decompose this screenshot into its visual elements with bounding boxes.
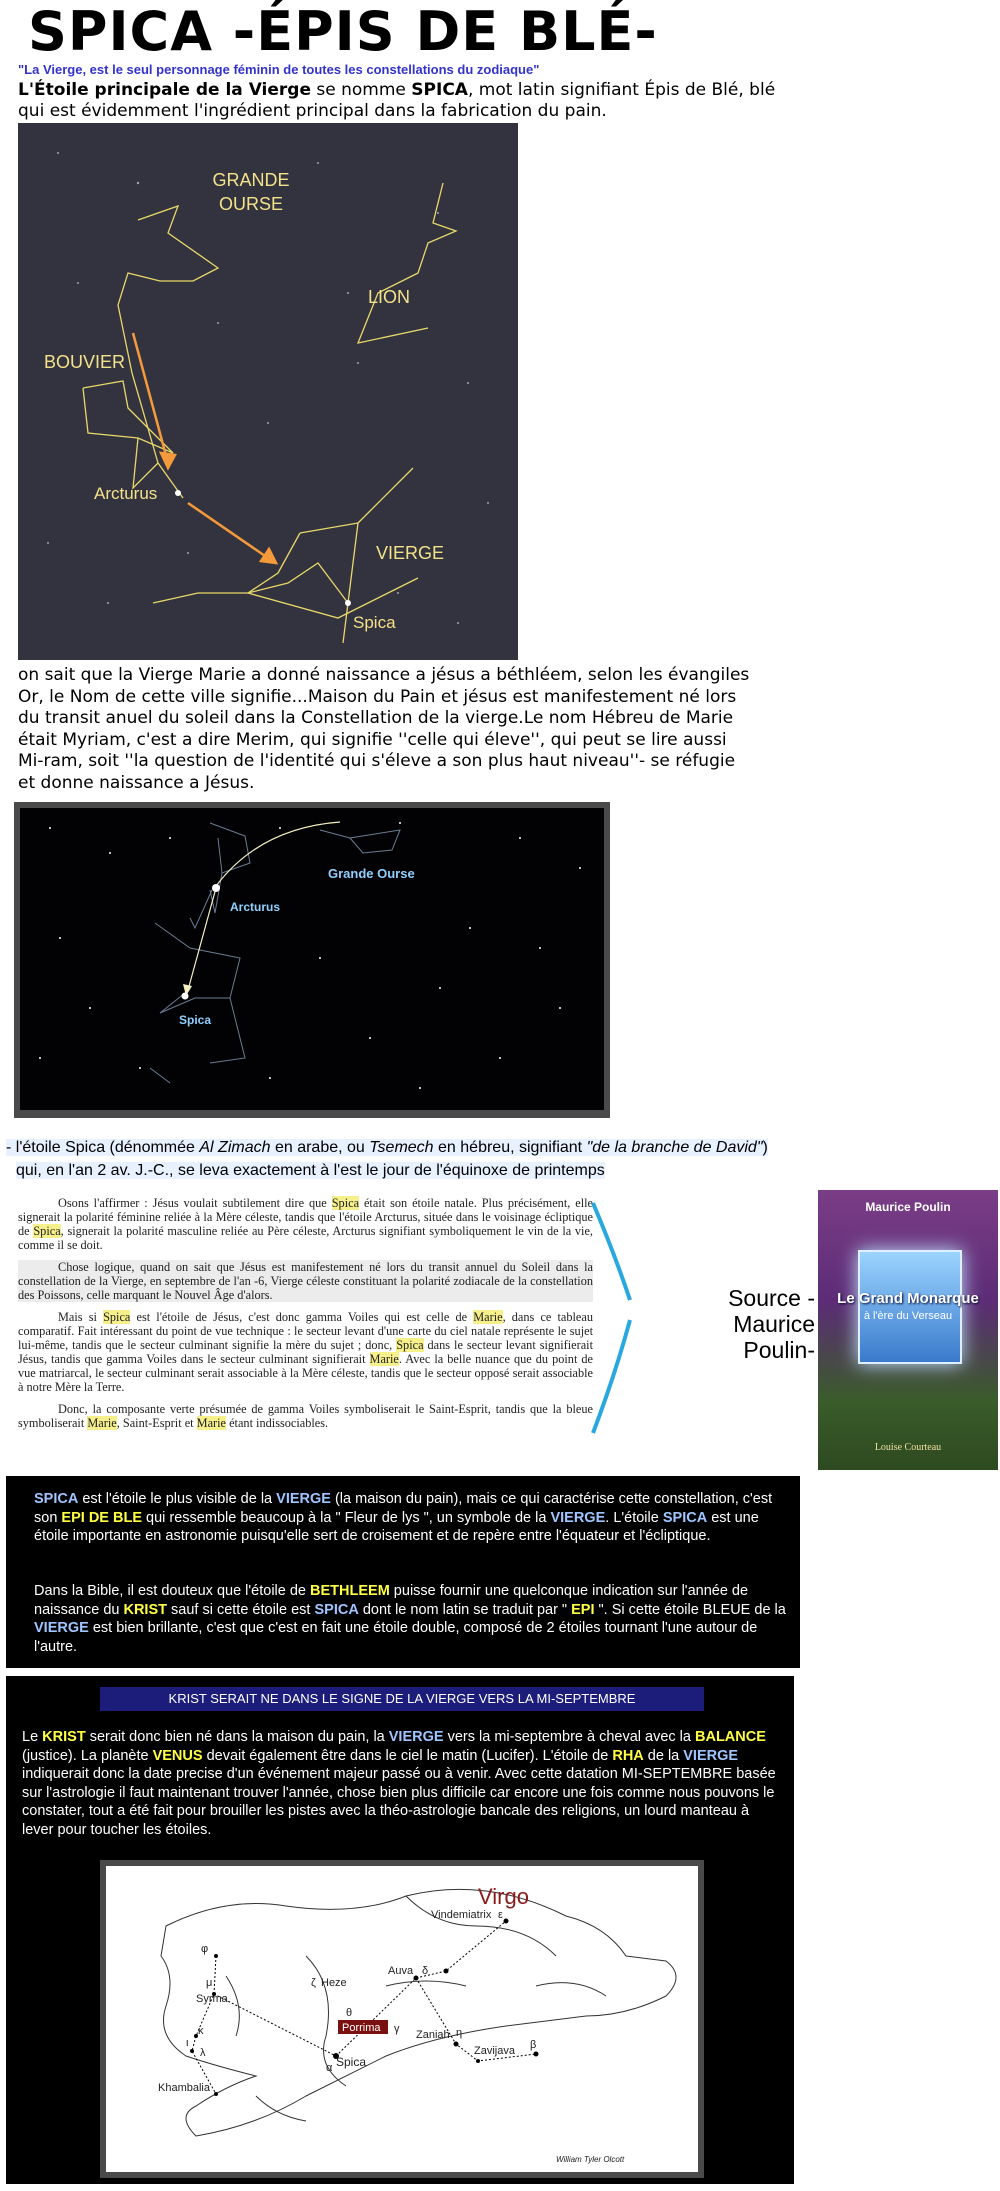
txt: devait également être dans le ciel le matin (Lucifer). L'étoile de [202,1747,613,1764]
label-bouvier: BOUVIER [44,352,126,372]
spica-note-text: - l'étoile Spica (dénommée [6,1139,200,1156]
virgo-constellation-image [100,1860,704,2178]
excerpt-text: . Avec la belle nuance que du point de vue matriarcal, le secteur culminant serait associable à la Mère céleste, tandis que le secteur opposé serait associable à notre Mère la Terre. [18,1352,593,1394]
star-map-image [14,802,610,1118]
excerpt-text: Mais si [58,1310,104,1324]
para2-line: du transit anuel du soleil dans la Constellation de la vierge.Le nom Hébreu de Marie [18,708,734,728]
label-zavijava: Zavijava [474,2045,515,2057]
excerpt-highlight: Spica [33,1224,61,1238]
label-theta: θ [346,2007,353,2019]
spica-note-meaning: "de la branche de David" [586,1139,763,1156]
source-line-1: Source - Maurice [728,1285,815,1337]
txt: (la maison du pain), mais ce qui caractérise cette constellation, c'est son [34,1491,773,1526]
txt: sauf si cette étoile est [166,1601,315,1618]
txt: puisse fournir une quelconque indication sur l'année de naissance du [34,1583,749,1618]
label-spica: Spica [353,613,396,632]
constellation-map-image [18,123,518,660]
kw: EPI [571,1601,595,1618]
txt: est une étoile importante en astronomie puisqu'elle sert de croisement et de repère entre l'équateur et l'écliptique. [34,1509,759,1544]
intro-text-2: , mot latin signifiant Épis de Blé, blé qui est évidemment l'ingrédient principal dans la fabrication du pain. [18,80,776,121]
virgo-drawing [106,1866,698,2172]
label-kappa: κ [198,2025,204,2037]
book-publisher: Louise Courteau [874,1442,942,1453]
label-gamma: γ [394,2023,400,2035]
excerpt-text: , Saint-Esprit et [116,1416,197,1430]
intro-text-1: se nomme [311,80,412,100]
spica-note-text: en arabe, ou [270,1139,370,1156]
txt: ". Si cette étoile BLEUE de la [594,1601,786,1618]
txt: dont le nom latin se traduit par " [358,1601,572,1618]
excerpt-paragraph-1 [18,1196,593,1252]
subtitle-quote: "La Vierge, est le seul personnage féminin de toutes les constellations du zodiaque" [18,62,540,77]
kw: KRIST [42,1729,86,1745]
book-title: Le Grand Monarque [837,1290,979,1307]
label-arcturus: Arcturus [94,484,158,503]
label-auva: Auva [388,1965,414,1977]
spica-note-text: ) [762,1139,768,1156]
txt: (justice). La planète [22,1747,153,1764]
label-ourse: OURSE [218,194,284,214]
kw: SPICA [34,1491,79,1507]
para2-line: Or, le Nom de cette ville signifie...Maison du Pain et jésus est manifestement né lors [18,686,737,707]
excerpt-text: était son étoile natale. Plus précisément, elle signerait la polarité féminine reliée à la Mère céleste, tandis que l'étoile Arcturus, située dans le voisinage écliptique de [18,1196,593,1238]
virgo-title: Virgo [478,1884,529,1909]
label-grande: GRANDE [212,170,290,190]
para2-line: était Myriam, c'est a dire Merim, qui signifie ''celle qui éleve'', qui peut se lire aussi [18,729,727,750]
intro-paragraph [18,80,798,122]
txt: serait donc bien né dans la maison du pain, la [85,1729,389,1745]
kw: KRIST [123,1601,167,1618]
info-box-paragraph-2 [34,1582,794,1656]
kw: SPICA [662,1509,708,1526]
spica-note-line-1 [6,1139,768,1156]
kw: SPICA [314,1601,359,1618]
kw: EPI DE BLE [61,1509,142,1526]
txt: est bien brillante, c'est que c'est en fait une étoile double, composé de 2 étoiles tournant l'une autour de l'autre. [34,1620,758,1655]
label-syrma: Syrma [196,1993,228,2005]
kw: VIERGE [550,1509,606,1526]
label-iota: ι [186,2037,189,2049]
kw: VIERGE [34,1620,89,1636]
excerpt-highlight: Marie [473,1310,503,1324]
book-excerpt-scan [18,1196,593,1466]
label-eta: η [456,2027,463,2039]
excerpt-highlight: Marie [369,1352,399,1366]
label-lambda: λ [200,2047,206,2059]
kw: VIERGE [388,1729,444,1745]
book-cover-image [818,1190,998,1470]
excerpt-paragraph-4 [18,1402,593,1430]
txt: est l'étoile le plus visible de la [78,1491,277,1507]
excerpt-highlight: Marie [87,1416,117,1430]
book-author: Maurice Poulin [865,1200,951,1214]
label-zeta: ζ [311,1977,316,1989]
label-phi: φ [201,1943,209,1955]
para2-line: et donne naissance a Jésus. [18,772,255,793]
info-box-2-paragraph [22,1728,784,1839]
label-vindemiatrix: Vindemiatrix [431,1909,492,1921]
book-cover-art [858,1250,962,1364]
source-caption [640,1285,815,1363]
excerpt-highlight: Spica [331,1196,360,1210]
excerpt-text: , signerait la polarité masculine reliée au Père céleste, Arcturus signifiant symboliquement le vin de la vie, comme il se doit. [18,1224,593,1252]
excerpt-text: Osons l'affirmer : Jésus voulait subtilement dire que [58,1196,332,1210]
label-vierge: VIERGE [376,543,445,563]
label-epsilon: ε [498,1909,503,1921]
txt: . L'étoile [605,1509,663,1526]
brace-connector [585,1195,645,1440]
txt: indiquerait donc la date precise d'un événement majeur passé ou à venir. Avec cette datation MI-SEPTEMBRE basée sur l'astrologie il faut maintenant trouver l'année, chose bien plus difficile car encore une fois comme nous pouvons le constater, tout a été fait pour brouiller les pistes avec la théo-astrologie bancale des religions, un lourd manteau à lever pour toucher les étoiles. [22,1766,776,1838]
info-box-krist [6,1676,794,2184]
constellation-map-drawing [18,123,518,660]
spica-note-hebrew: Tsemech [369,1139,434,1156]
excerpt-paragraph-2: Chose logique, quand on sait que Jésus est manifestement né lors du transit annuel du Soleil dans la constellation de la Vierge, en septembre de l'an -6, Vierge céleste constituant la polarité zodiacale de la constellation des Poissons, celle marquant le Nouvel Âge d'alors. [18,1260,593,1302]
book-subtitle: à l'ère du Verseau [863,1310,953,1322]
txt: Le [22,1729,43,1745]
excerpt-text: dans le secteur levant signifierait Jésus, tandis que gamma Voiles dans le secteur culminant signifierait [18,1338,593,1366]
label-grande-ourse: Grande Ourse [328,866,415,881]
excerpt-text: , dans ce tableau comparatif. Fait intéressant du point de vue technique : le secteur levant d'une carte du ciel natale représente le sujet lui-même, tandis que le secteur culminant signifie la mère du sujet ; donc, [18,1310,593,1352]
label-beta: β [530,2039,537,2051]
label-arcturus-2: Arcturus [230,900,281,914]
para2-line: Mi-ram, soit ''la question de l'identité qui s'éleve a son plus haut niveau''- se réfugie [18,751,736,771]
intro-strong-2: SPICA [411,80,468,100]
label-lion: LION [368,287,411,307]
kw: VENUS [152,1747,203,1764]
spica-note-text: en hébreu, signifiant [433,1139,587,1156]
info-box-banner: KRIST SERAIT NE DANS LE SIGNE DE LA VIERGE VERS LA MI-SEPTEMBRE [100,1687,704,1711]
excerpt-text: étant indissociables. [226,1416,329,1430]
intro-strong-1: L'Étoile principale de la Vierge [18,80,311,100]
para2-line: on sait que la Vierge Marie a donné naissance a jésus a béthléem, selon les évangiles [18,665,750,685]
spica-note-line-2: qui, en l'an 2 av. J.-C., se leva exactement à l'est le jour de l'équinoxe de printemps [16,1162,605,1179]
label-spica-virgo: Spica [336,2055,367,2069]
txt: Dans la Bible, il est douteux que l'étoile de [34,1583,311,1599]
excerpt-text: est l'étoile de Jésus, c'est donc gamma Voiles qui est celle de [130,1310,474,1324]
label-heze: Heze [321,1977,347,1989]
label-mu: μ [206,1977,213,1989]
label-alpha: α [326,2062,333,2074]
excerpt-text: Donc, la composante verte présumée de gamma Voiles symboliserait le Saint-Esprit, tandis que la bleue symboliserait [18,1402,593,1430]
star-map-drawing [20,808,604,1110]
spica-note-arabic: Al Zimach [199,1139,271,1156]
kw: VIERGE [683,1747,739,1764]
excerpt-paragraph-3 [18,1310,593,1394]
label-delta: δ [422,1965,429,1977]
kw: BETHLEEM [310,1583,390,1599]
excerpt-highlight: Spica [103,1310,131,1324]
excerpt-highlight: Marie [196,1416,227,1430]
kw: RHA [612,1747,644,1764]
info-box-paragraph-1 [34,1490,779,1546]
txt: de la [643,1747,684,1764]
txt: qui ressemble beaucoup à la " Fleur de lys ", un symbole de la [142,1509,551,1526]
spica-note [6,1136,876,1182]
txt: vers la mi-septembre à cheval avec la [443,1729,695,1745]
page-title: SPICA -ÉPIS DE BLÉ- [28,0,658,63]
label-spica-2: Spica [179,1013,212,1027]
label-zaniah: Zaniah [416,2029,450,2041]
label-porrima: Porrima [342,2022,381,2034]
excerpt-highlight: Spica [396,1338,424,1352]
virgo-credit: William Tyler Olcott [556,2155,625,2164]
label-khambalia: Khambalia [158,2082,210,2094]
info-box-spica [6,1476,800,1668]
kw: VIERGE [276,1491,331,1507]
body-paragraph-2 [18,665,808,794]
source-line-2: Poulin- [743,1337,815,1363]
kw: BALANCE [695,1729,766,1745]
